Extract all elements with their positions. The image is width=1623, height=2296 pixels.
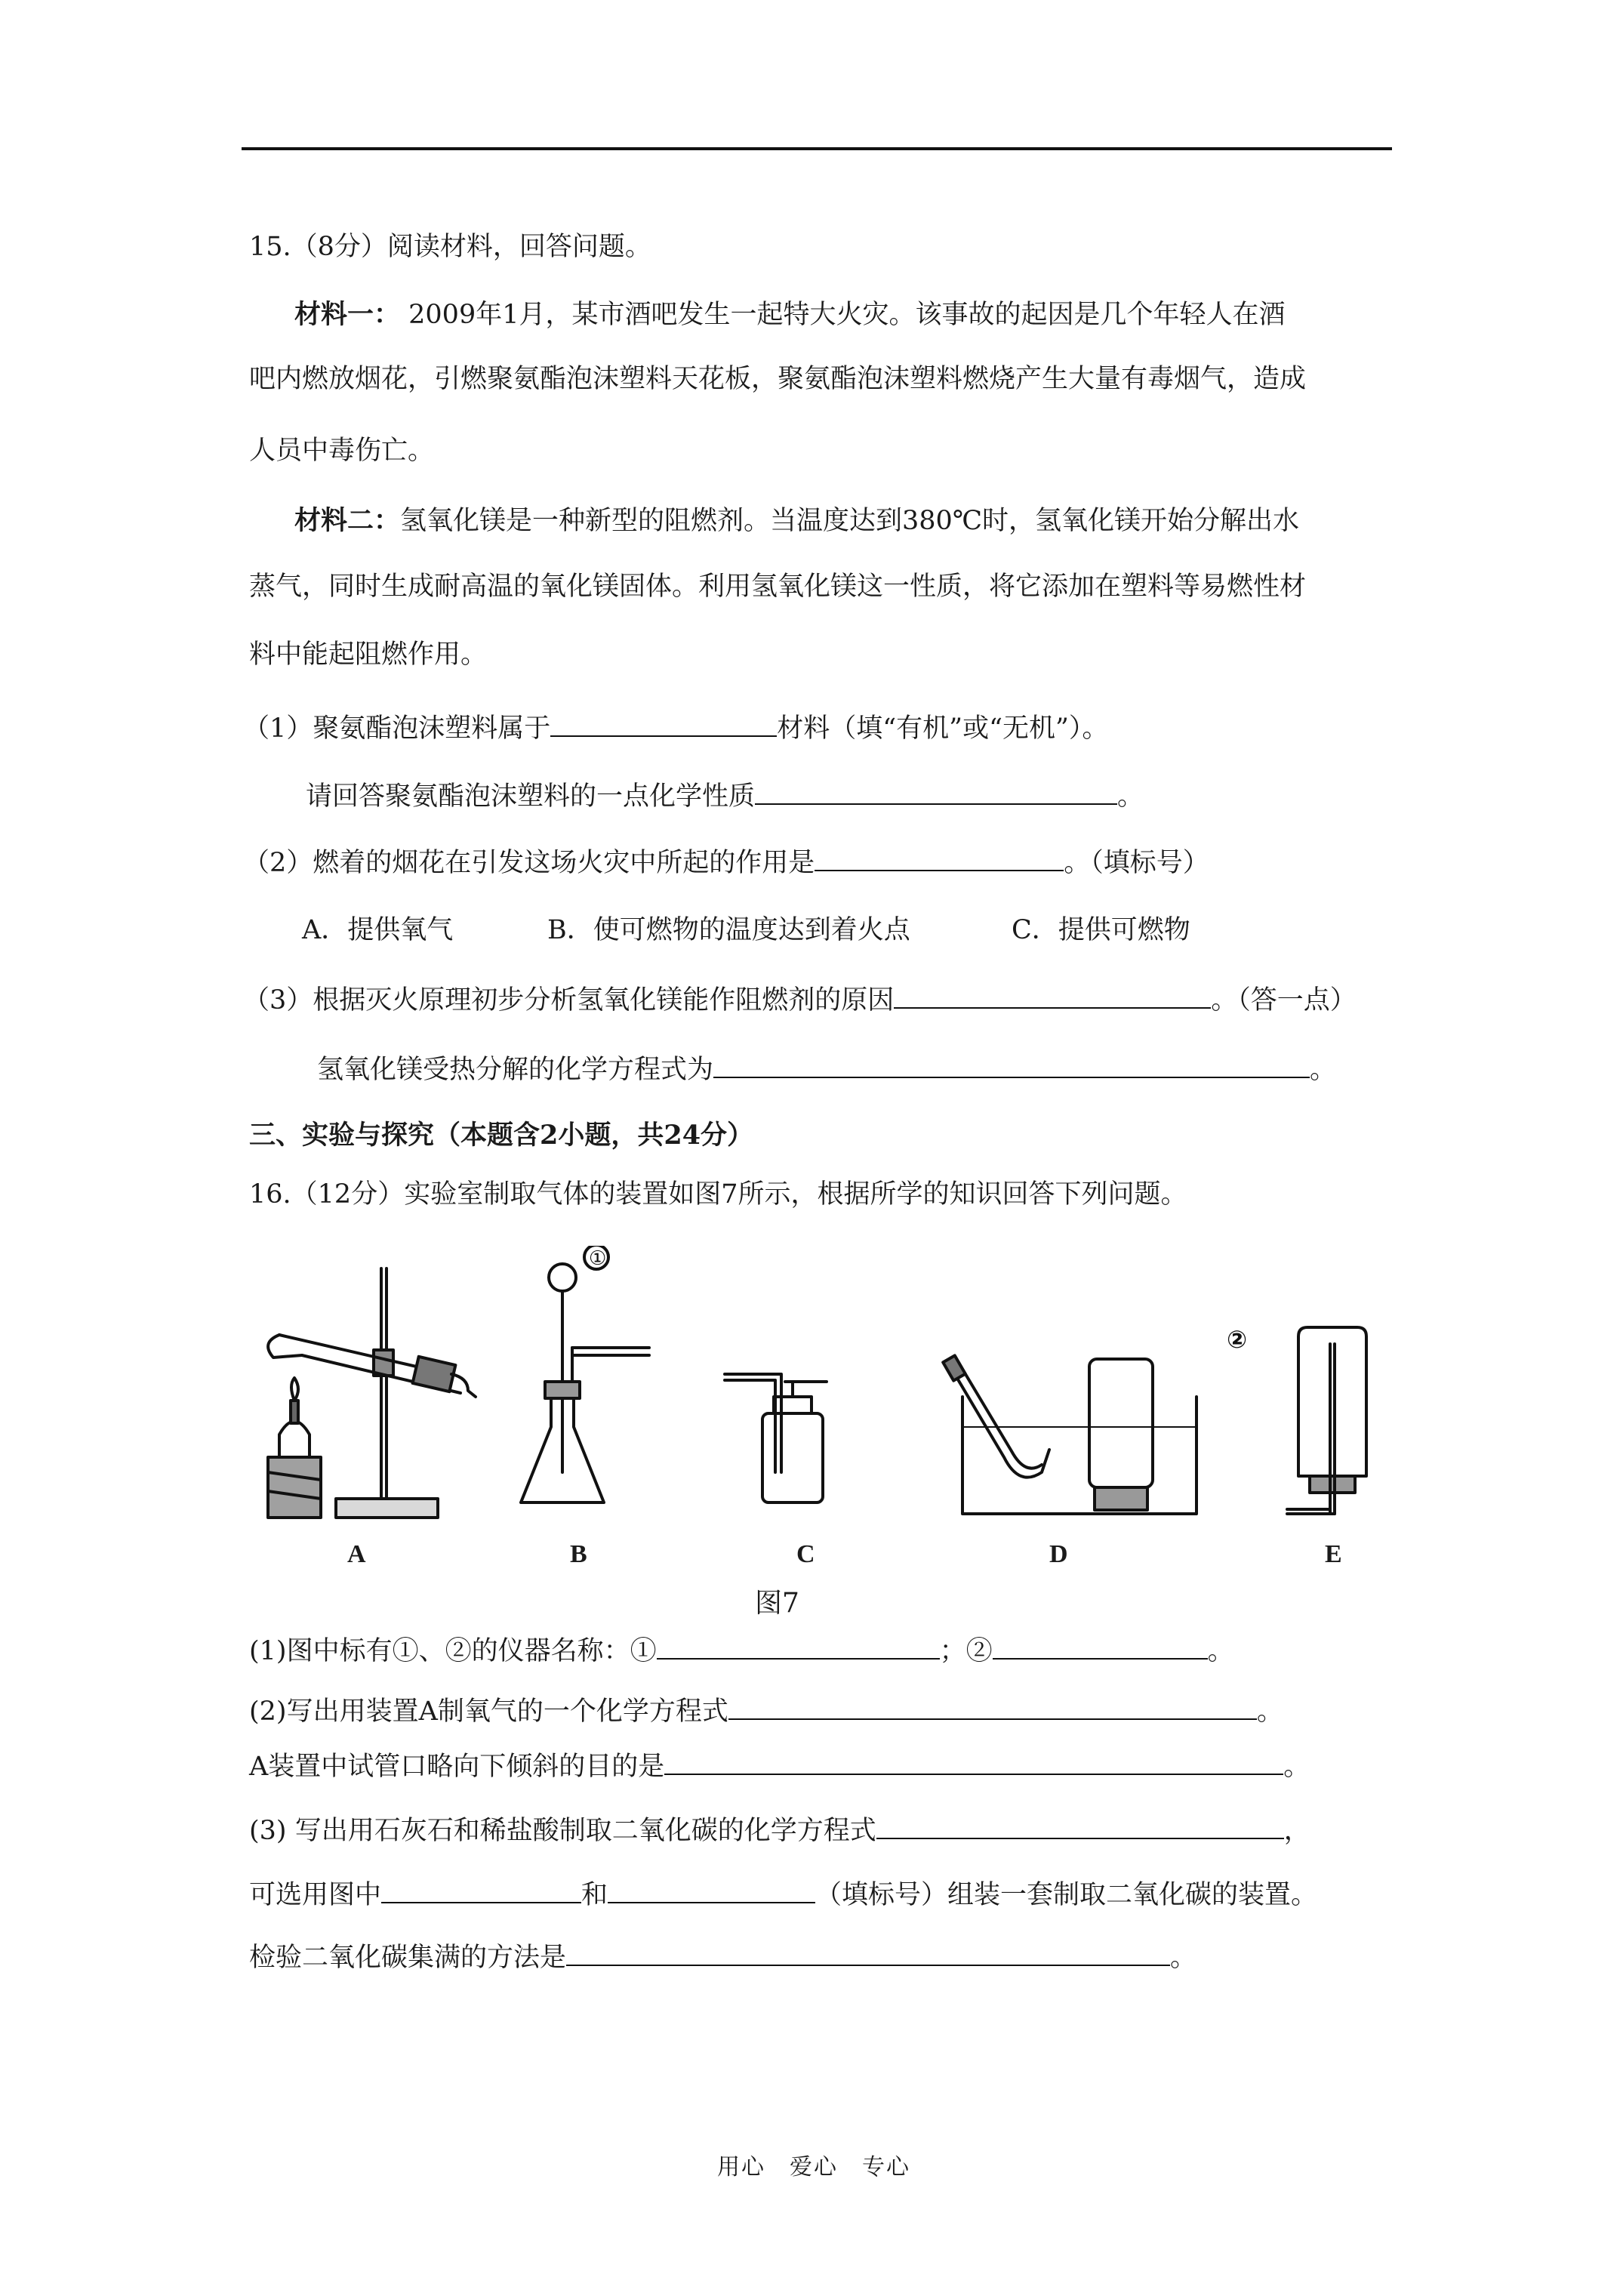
label-e: E bbox=[1325, 1540, 1342, 1568]
label-c: C bbox=[796, 1540, 815, 1568]
q15-option-b: B．使可燃物的温度达到着火点 bbox=[547, 915, 910, 945]
q16-part-3b: 可选用图中 和 （填标号）组装一套制取二氧化碳的装置。 bbox=[249, 1876, 1317, 1912]
q16-part-2a: (2)写出用装置A制氧气的一个化学方程式 。 bbox=[249, 1693, 1283, 1728]
q16-part-3a: (3) 写出用石灰石和稀盐酸制取二氧化碳的化学方程式 ， bbox=[249, 1812, 1310, 1848]
q16-part-1: (1)图中标有①、②的仪器名称：① ；② 。 bbox=[249, 1632, 1234, 1668]
label-mark-2: ② bbox=[1227, 1325, 1248, 1354]
q16-part-2b: A装置中试管口略向下倾斜的目的是 。 bbox=[249, 1748, 1310, 1783]
apparatus-a bbox=[268, 1268, 476, 1518]
answer-blank[interactable] bbox=[894, 982, 1211, 1009]
label-a: A bbox=[347, 1540, 366, 1568]
answer-blank[interactable] bbox=[815, 844, 1064, 871]
apparatus-b bbox=[521, 1246, 649, 1502]
label-d: D bbox=[1049, 1540, 1068, 1568]
material-2-line-1: 材料二：氢氧化镁是一种新型的阻燃剂。当温度达到380℃时，氢氧化镁开始分解出水 bbox=[294, 505, 1299, 536]
q15-part-3b: 氢氧化镁受热分解的化学方程式为 。 bbox=[317, 1051, 1336, 1086]
material-2-line-2: 蒸气，同时生成耐高温的氧化镁固体。利用氢氧化镁这一性质，将它添加在塑料等易燃性材 bbox=[249, 572, 1307, 602]
answer-blank[interactable] bbox=[608, 1876, 815, 1903]
answer-blank[interactable] bbox=[381, 1876, 581, 1903]
header-rule bbox=[242, 147, 1392, 150]
apparatus-c bbox=[725, 1374, 827, 1502]
answer-blank[interactable] bbox=[550, 710, 777, 737]
material-1-line-3: 人员中毒伤亡。 bbox=[249, 436, 435, 466]
q16-part-3c: 检验二氧化碳集满的方法是 。 bbox=[249, 1939, 1196, 1974]
figure-caption: 图7 bbox=[755, 1588, 799, 1619]
q15-option-a: A．提供氧气 bbox=[302, 915, 454, 945]
material-2-line-3: 料中能起阻燃作用。 bbox=[249, 639, 488, 670]
material-1-line-2: 吧内燃放烟花，引燃聚氨酯泡沫塑料天花板，聚氨酯泡沫塑料燃烧产生大量有毒烟气，造成 bbox=[249, 364, 1307, 394]
label-b: B bbox=[570, 1540, 587, 1568]
apparatus-figure bbox=[249, 1246, 1457, 1586]
answer-blank[interactable] bbox=[876, 1812, 1284, 1839]
apparatus-drawing bbox=[249, 1246, 1457, 1548]
answer-blank[interactable] bbox=[657, 1632, 940, 1660]
answer-blank[interactable] bbox=[728, 1693, 1257, 1720]
section-3-title: 三、实验与探究（本题含2小题，共24分） bbox=[249, 1120, 754, 1151]
page-footer: 用心 爱心 专心 bbox=[717, 2154, 910, 2180]
label-mark-1: ① bbox=[589, 1247, 607, 1270]
answer-blank[interactable] bbox=[755, 778, 1117, 805]
q15-option-c: C．提供可燃物 bbox=[1012, 915, 1190, 945]
answer-blank[interactable] bbox=[993, 1632, 1208, 1660]
answer-blank[interactable] bbox=[566, 1939, 1170, 1966]
apparatus-e bbox=[1287, 1327, 1366, 1514]
answer-blank[interactable] bbox=[713, 1051, 1310, 1078]
apparatus-d bbox=[943, 1355, 1196, 1514]
material-1-line-1: 材料一： 2009年1月，某市酒吧发生一起特大火灾。该事故的起因是几个年轻人在酒 bbox=[294, 299, 1286, 330]
q15-part-1b: 请回答聚氨酯泡沫塑料的一点化学性质 。 bbox=[306, 778, 1144, 813]
q15-title: 15.（8分）阅读材料，回答问题。 bbox=[249, 232, 651, 262]
q16-title: 16.（12分）实验室制取气体的装置如图7所示，根据所学的知识回答下列问题。 bbox=[249, 1179, 1187, 1210]
q15-part-1a: （1）聚氨酯泡沫塑料属于 材料（填“有机”或“无机”）。 bbox=[243, 710, 1108, 745]
q15-part-2: （2）燃着的烟花在引发这场火灾中所起的作用是 。（填标号） bbox=[243, 844, 1209, 880]
answer-blank[interactable] bbox=[664, 1748, 1283, 1775]
q15-part-3a: （3）根据灭火原理初步分析氢氧化镁能作阻燃剂的原因 。（答一点） bbox=[243, 982, 1357, 1017]
